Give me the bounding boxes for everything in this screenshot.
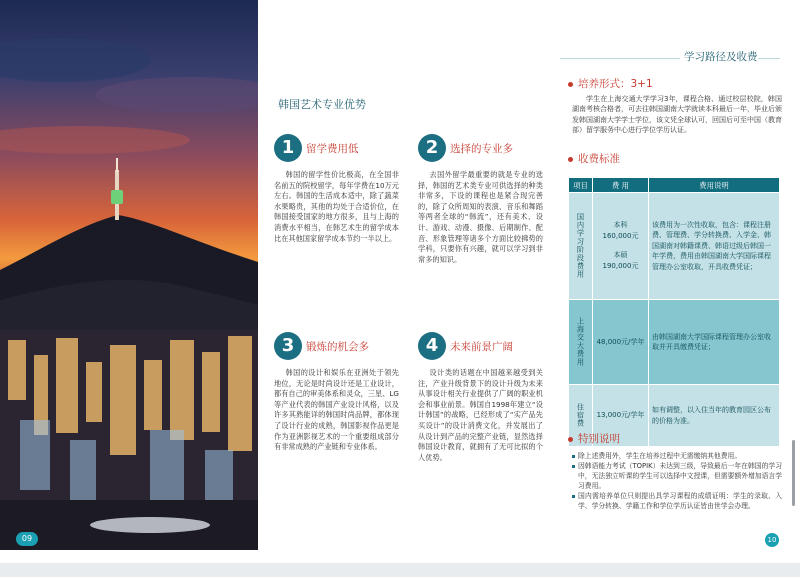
table-cell-description: 由韩国湖南大学国际课程管理办公室收取并开具缴费凭证； <box>649 300 780 385</box>
fee-line: 本科 <box>613 221 628 229</box>
feature-title: 选择的专业多 <box>450 143 513 155</box>
viewer-bottom-bar <box>0 563 800 577</box>
page-number-right: 10 <box>765 533 779 547</box>
project-label: 住宿费 <box>576 403 586 428</box>
fee-line: 160,000元 <box>602 232 639 240</box>
table-cell-description: 如有调整，以入住当年的教育园区公布的价格为准。 <box>649 385 780 447</box>
column-header: 项目 <box>569 178 593 193</box>
list-item: 国内需培养单位只则提出具学习课程的成绩证明：学生的录取、入学、学分转换、学籍工作和学位学历认证皆由世学会办理。 <box>572 491 782 511</box>
project-label: 上海交大费用 <box>576 317 586 367</box>
table-cell-description: 该费用为一次性收取，包含：课程注册费、管理费、学分转换费、入学金、韩国湖南对韩籍课费、韩语过级后韩国一年学费，费用由韩国湖南大学国际课程管理办公室收取，开具收费凭证； <box>649 193 780 300</box>
section-heading-notes <box>568 431 620 446</box>
seoul-night-photo <box>0 0 258 550</box>
feature-body: 韩国的设计和娱乐在亚洲处于领先地位，无论是时尚设计还是工业设计，都有自己的审美体系和灵众，三星、LG等产业代表的韩国产业设计风格，以及许多其熟能详的韩国时尚品牌，都体现了设计行业的成熟，韩国影视作品更是作为亚洲影视艺术的一个重要组成部分有非常成熟的产业链和专业体系。 <box>274 368 399 452</box>
bullet-dot-icon <box>568 157 573 162</box>
section-title-advantages: 韩国艺术专业优势 <box>278 98 366 111</box>
number-badge: 2 <box>418 134 446 162</box>
table-row <box>569 300 780 385</box>
section-heading-text: 培养形式：3+1 <box>578 78 653 90</box>
bullet-dot-icon <box>568 82 573 87</box>
table-row <box>569 193 780 300</box>
number-badge: 4 <box>418 332 446 360</box>
feature-body: 设计类的话题在中国越来越受到关注，产业升级背景下的设计升级为未来从事设计相关行业提供了广阔的职业机会和事业前景。韩国自1998年建立“设计韩国”的战略，已经形成了“实产品先买设计”的设计消费文化，并发展出了从设计到产品的完整产业链，显然选择韩国设计教育，就拥有了无可比拟的个人优势。 <box>418 368 543 462</box>
bullet-dot-icon <box>568 437 573 442</box>
list-item: 因韩语能力考试（TOPIK）未达到三级，导致最后一年在韩国的学习中，无法独立听课的学生可以选择中文授课，但需要额外增加语言学习费用。 <box>572 461 782 491</box>
list-item: 除上述费用外，学生在培养过程中无需缴纳其他费用。 <box>572 451 782 461</box>
feature-title: 锻炼的机会多 <box>306 341 369 353</box>
table-cell-fee <box>593 193 649 300</box>
page-number-left: 09 <box>16 532 38 546</box>
number-badge: 1 <box>274 134 302 162</box>
section-heading-text: 特别说明 <box>578 433 620 445</box>
feature-title: 未来前景广阔 <box>450 341 513 353</box>
table-header-row <box>569 178 780 193</box>
table-cell-project <box>569 193 593 300</box>
fee-table <box>568 177 780 447</box>
fee-line: 本硕 <box>613 251 628 259</box>
fee-spacer <box>593 242 648 250</box>
feature-title: 留学费用低 <box>306 143 359 155</box>
project-label: 国内学习阶段费用 <box>576 213 586 279</box>
table-cell-project <box>569 300 593 385</box>
table-cell-fee: 48,000元/学年 <box>593 300 649 385</box>
number-badge: 3 <box>274 332 302 360</box>
column-header: 费 用 <box>593 178 649 193</box>
page-header: 学习路径及收费 <box>680 49 758 64</box>
column-header: 费用说明 <box>649 178 780 193</box>
format-paragraph: 学生在上海交通大学学习3年，课程合格、通过校层校院，韩国湖南考核合格者，可去往韩国湖南大学就读本科最后一年，毕业后颁发韩国湖南大学学士学位，该文凭全球认可，回国后可至中国（教育部）留学服务中心进行学位学历认证。 <box>572 95 782 135</box>
scrollbar-thumb[interactable] <box>792 440 795 506</box>
special-notes-list <box>572 451 782 512</box>
section-heading-fees <box>568 151 620 166</box>
section-heading-format <box>568 76 653 91</box>
section-heading-text: 收费标准 <box>578 153 620 165</box>
feature-body: 韩国的留学性价比极高，在全国非名前五的院校留学，每年学费在10万元左右。韩国的生活成本适中，除了蔬菜水果略贵，其他的均处于合适价位，在韩国接受国家的地方很多，且与上海的消费水平相当，在韩艺术生的留学成本比在其他国家留学成本节约一半以上。 <box>274 170 399 243</box>
table-cell-fee: 13,000元/学年 <box>593 385 649 447</box>
feature-body: 去国外留学最重要的就是专业的选择，韩国的艺术类专业可供选择的种类非常多，下设的课程也是紧合现完善的，除了众所周知的表演、音乐和舞蹈等两者全球的“韩流”，还有美术、设计、游戏、动漫、摄像、后期制作、配音、形象管理等诸多个方面比较拂势的学科，只要你有兴趣，就可以学习到非常多的知识。 <box>418 170 543 264</box>
fee-line: 190,000元 <box>602 262 639 270</box>
